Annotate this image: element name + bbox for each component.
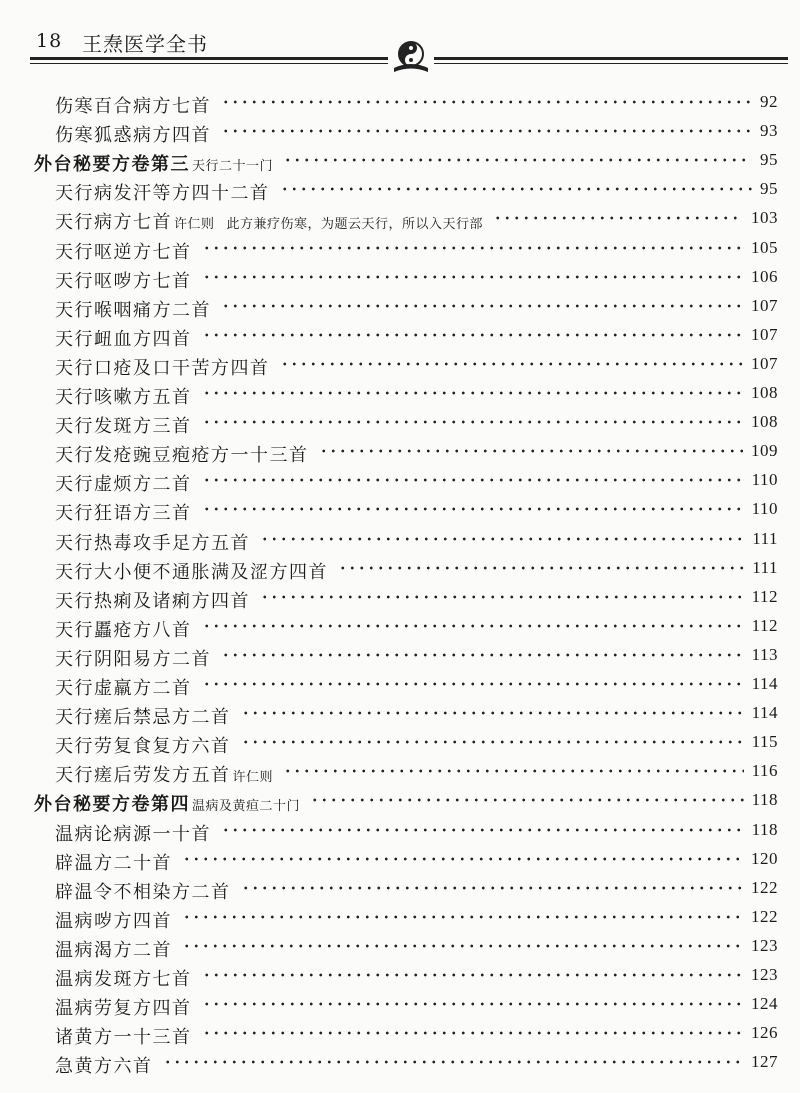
section-title: 伤寒狐惑病方四首 bbox=[55, 125, 211, 147]
running-header bbox=[0, 0, 800, 80]
toc-row bbox=[0, 441, 800, 469]
dot-leader bbox=[310, 798, 744, 802]
toc-entry bbox=[55, 587, 250, 615]
dot-leader bbox=[182, 857, 743, 861]
section-title: 天行发斑方三首 bbox=[55, 416, 192, 438]
section-title: 天行狂语方三首 bbox=[55, 503, 192, 525]
entry-annotation-detail: 此方兼疗伤寒，为题云天行，所以入天行部 bbox=[226, 217, 484, 233]
dot-leader bbox=[182, 944, 743, 948]
dot-leader bbox=[202, 420, 743, 424]
page-reference: 110 bbox=[751, 499, 778, 519]
toc-row bbox=[0, 674, 800, 702]
toc-entry bbox=[55, 499, 192, 527]
section-title: 伤寒百合病方七首 bbox=[55, 96, 211, 117]
toc-row bbox=[0, 1052, 800, 1080]
toc-row bbox=[0, 354, 800, 382]
page-reference: 95 bbox=[760, 179, 778, 199]
page-reference: 108 bbox=[751, 412, 778, 432]
section-title: 天行呕逆方七首 bbox=[55, 241, 192, 263]
page-reference: 122 bbox=[751, 906, 778, 926]
dot-leader bbox=[202, 275, 743, 279]
page-reference: 126 bbox=[751, 1023, 778, 1043]
toc-entry bbox=[55, 674, 192, 702]
toc-entry bbox=[55, 383, 192, 411]
page-reference: 122 bbox=[751, 877, 778, 897]
page-reference: 123 bbox=[751, 965, 778, 984]
page-reference: 95 bbox=[760, 150, 778, 170]
section-title: 天行病发汗等方四十二首 bbox=[55, 183, 270, 205]
toc-row bbox=[0, 499, 800, 527]
toc-entry bbox=[55, 238, 192, 266]
section-title: 温病论病源一十首 bbox=[55, 823, 211, 845]
toc-row bbox=[0, 616, 800, 644]
dot-leader bbox=[283, 158, 752, 162]
toc-entry bbox=[55, 732, 231, 760]
dot-leader bbox=[241, 740, 744, 744]
page-reference: 93 bbox=[760, 121, 778, 141]
dot-leader bbox=[202, 1002, 743, 1006]
entry-annotation: 许仁则 bbox=[232, 770, 274, 786]
toc-entry bbox=[55, 441, 309, 469]
section-title: 天行虚羸方二首 bbox=[55, 678, 192, 699]
chapter-title: 外台秘要方卷第四 bbox=[34, 794, 190, 816]
section-title: 天行衄血方四首 bbox=[55, 328, 192, 350]
dot-leader bbox=[202, 682, 744, 686]
toc-row bbox=[0, 238, 800, 266]
page-reference: 111 bbox=[752, 528, 778, 548]
section-title: 辟温令不相染方二首 bbox=[55, 881, 231, 903]
section-title: 天行大小便不通胀满及涩方四首 bbox=[55, 561, 328, 583]
dot-leader bbox=[241, 886, 743, 890]
page-reference: 118 bbox=[751, 790, 778, 810]
toc-row bbox=[0, 470, 800, 498]
toc-entry bbox=[55, 325, 192, 353]
toc-row bbox=[0, 965, 800, 993]
toc-chapter-row bbox=[0, 150, 800, 178]
page-reference: 114 bbox=[751, 674, 778, 693]
dot-leader bbox=[202, 1031, 743, 1035]
page-reference: 92 bbox=[760, 92, 778, 111]
page-reference: 115 bbox=[751, 732, 778, 752]
toc-row bbox=[0, 92, 800, 120]
toc-entry bbox=[55, 92, 211, 120]
section-title: 温病渴方二首 bbox=[55, 939, 172, 961]
toc-entry bbox=[55, 820, 211, 848]
dot-leader bbox=[493, 216, 743, 220]
section-title: 辟温方二十首 bbox=[55, 852, 172, 874]
page-reference: 118 bbox=[751, 819, 778, 839]
dot-leader bbox=[241, 711, 744, 715]
section-title: 天行䘌疮方八首 bbox=[55, 619, 192, 641]
toc-row bbox=[0, 936, 800, 964]
page-reference: 103 bbox=[751, 208, 778, 228]
section-title: 天行喉咽痛方二首 bbox=[55, 299, 211, 321]
dot-leader bbox=[260, 537, 744, 541]
toc-entry bbox=[55, 1052, 153, 1080]
page-reference: 114 bbox=[751, 703, 778, 723]
section-title: 天行阴阳易方二首 bbox=[55, 648, 211, 670]
toc-entry bbox=[55, 878, 231, 906]
toc-row bbox=[0, 412, 800, 440]
dot-leader bbox=[221, 653, 744, 657]
toc-entry bbox=[55, 849, 172, 877]
page-reference: 116 bbox=[751, 761, 778, 781]
section-title: 天行口疮及口干苦方四首 bbox=[55, 357, 270, 379]
toc-row bbox=[0, 732, 800, 760]
page-number: 18 bbox=[36, 30, 63, 52]
dot-leader bbox=[221, 100, 752, 104]
toc-row bbox=[0, 820, 800, 848]
toc-entry bbox=[55, 1023, 192, 1051]
toc-entry bbox=[55, 936, 172, 964]
toc-row bbox=[0, 121, 800, 149]
dot-leader bbox=[221, 129, 752, 133]
page-reference: 107 bbox=[751, 324, 778, 344]
page-reference: 124 bbox=[751, 994, 778, 1014]
toc-row bbox=[0, 383, 800, 411]
toc-entry bbox=[55, 470, 192, 498]
page-reference: 112 bbox=[751, 615, 778, 635]
dot-leader bbox=[182, 915, 743, 919]
toc-row bbox=[0, 529, 800, 557]
section-title: 天行劳复食复方六首 bbox=[55, 736, 231, 758]
dot-leader bbox=[202, 507, 744, 511]
section-title: 天行虚烦方二首 bbox=[55, 474, 192, 496]
toc-entry bbox=[34, 150, 273, 178]
dot-leader bbox=[163, 1060, 743, 1064]
page-reference: 123 bbox=[751, 935, 778, 955]
section-title: 温病发斑方七首 bbox=[55, 969, 192, 990]
page-reference: 107 bbox=[751, 295, 778, 315]
entry-annotation: 天行二十一门 bbox=[192, 159, 274, 175]
toc-row bbox=[0, 587, 800, 615]
toc-entry bbox=[55, 296, 211, 324]
toc-entry bbox=[55, 703, 231, 731]
toc-row bbox=[0, 703, 800, 731]
toc-row bbox=[0, 645, 800, 673]
section-title: 温病劳复方四首 bbox=[55, 998, 192, 1020]
dot-leader bbox=[260, 595, 744, 599]
toc-entry bbox=[34, 790, 300, 818]
dot-leader bbox=[221, 304, 743, 308]
dot-leader bbox=[202, 973, 743, 977]
page-reference: 106 bbox=[751, 266, 778, 286]
section-title: 天行瘥后禁忌方二首 bbox=[55, 707, 231, 729]
dot-leader bbox=[319, 449, 743, 453]
toc-entry bbox=[55, 412, 192, 440]
toc-row bbox=[0, 761, 800, 789]
toc-row bbox=[0, 849, 800, 877]
section-title: 天行病方七首 bbox=[55, 212, 172, 234]
section-title: 急黄方六首 bbox=[55, 1056, 153, 1078]
page-reference: 112 bbox=[751, 586, 778, 606]
toc-entry bbox=[55, 267, 192, 295]
toc-row bbox=[0, 994, 800, 1022]
page-reference: 127 bbox=[751, 1052, 778, 1072]
toc-entry bbox=[55, 965, 192, 993]
toc-entry bbox=[55, 994, 192, 1022]
toc-entry bbox=[55, 558, 328, 586]
toc-row bbox=[0, 325, 800, 353]
toc-entry bbox=[55, 179, 270, 207]
page-reference: 109 bbox=[751, 441, 778, 461]
toc-row bbox=[0, 907, 800, 935]
section-title: 诸黄方一十三首 bbox=[55, 1027, 192, 1049]
dot-leader bbox=[338, 566, 744, 570]
section-title: 天行咳嗽方五首 bbox=[55, 387, 192, 408]
page-reference: 110 bbox=[751, 470, 778, 490]
page-reference: 105 bbox=[751, 237, 778, 257]
toc-row bbox=[0, 208, 800, 236]
dot-leader bbox=[221, 828, 744, 832]
toc-row bbox=[0, 267, 800, 295]
dot-leader bbox=[202, 391, 743, 395]
toc-row bbox=[0, 878, 800, 906]
page-reference: 108 bbox=[751, 383, 778, 402]
section-title: 天行热痢及诸痢方四首 bbox=[55, 590, 250, 612]
dot-leader bbox=[202, 478, 744, 482]
toc-entry bbox=[55, 208, 483, 236]
dot-leader bbox=[283, 769, 744, 773]
entry-annotation: 温病及黄疸二十门 bbox=[192, 799, 301, 815]
section-title: 天行呕哕方七首 bbox=[55, 270, 192, 292]
toc-entry bbox=[55, 761, 273, 789]
toc-entry bbox=[55, 645, 211, 673]
page-reference: 107 bbox=[751, 353, 778, 373]
chapter-title: 外台秘要方卷第三 bbox=[34, 154, 190, 176]
section-title: 天行发疮豌豆疱疮方一十三首 bbox=[55, 445, 309, 467]
toc-row bbox=[0, 179, 800, 207]
toc-chapter-row bbox=[0, 790, 800, 818]
dot-leader bbox=[280, 187, 752, 191]
dot-leader bbox=[202, 333, 743, 337]
toc-row bbox=[0, 296, 800, 324]
page-reference: 113 bbox=[751, 644, 778, 664]
dot-leader bbox=[202, 246, 743, 250]
toc-row bbox=[0, 1023, 800, 1051]
toc-entry bbox=[55, 121, 211, 149]
dot-leader bbox=[280, 362, 743, 366]
toc-entry bbox=[55, 907, 172, 935]
entry-annotation: 许仁则 bbox=[174, 217, 215, 233]
publisher-emblem-icon bbox=[388, 38, 434, 74]
section-title: 温病哕方四首 bbox=[55, 910, 172, 932]
toc-entry bbox=[55, 529, 250, 557]
toc-entry bbox=[55, 616, 192, 644]
section-title: 天行瘥后劳发方五首 bbox=[55, 765, 231, 787]
book-title: 王焘医学全书 bbox=[82, 32, 208, 56]
section-title: 天行热毒攻手足方五首 bbox=[55, 532, 250, 554]
dot-leader bbox=[202, 624, 744, 628]
page-reference: 120 bbox=[751, 848, 778, 868]
toc-entry bbox=[55, 354, 270, 382]
page-reference: 111 bbox=[752, 557, 778, 577]
toc-row bbox=[0, 558, 800, 586]
